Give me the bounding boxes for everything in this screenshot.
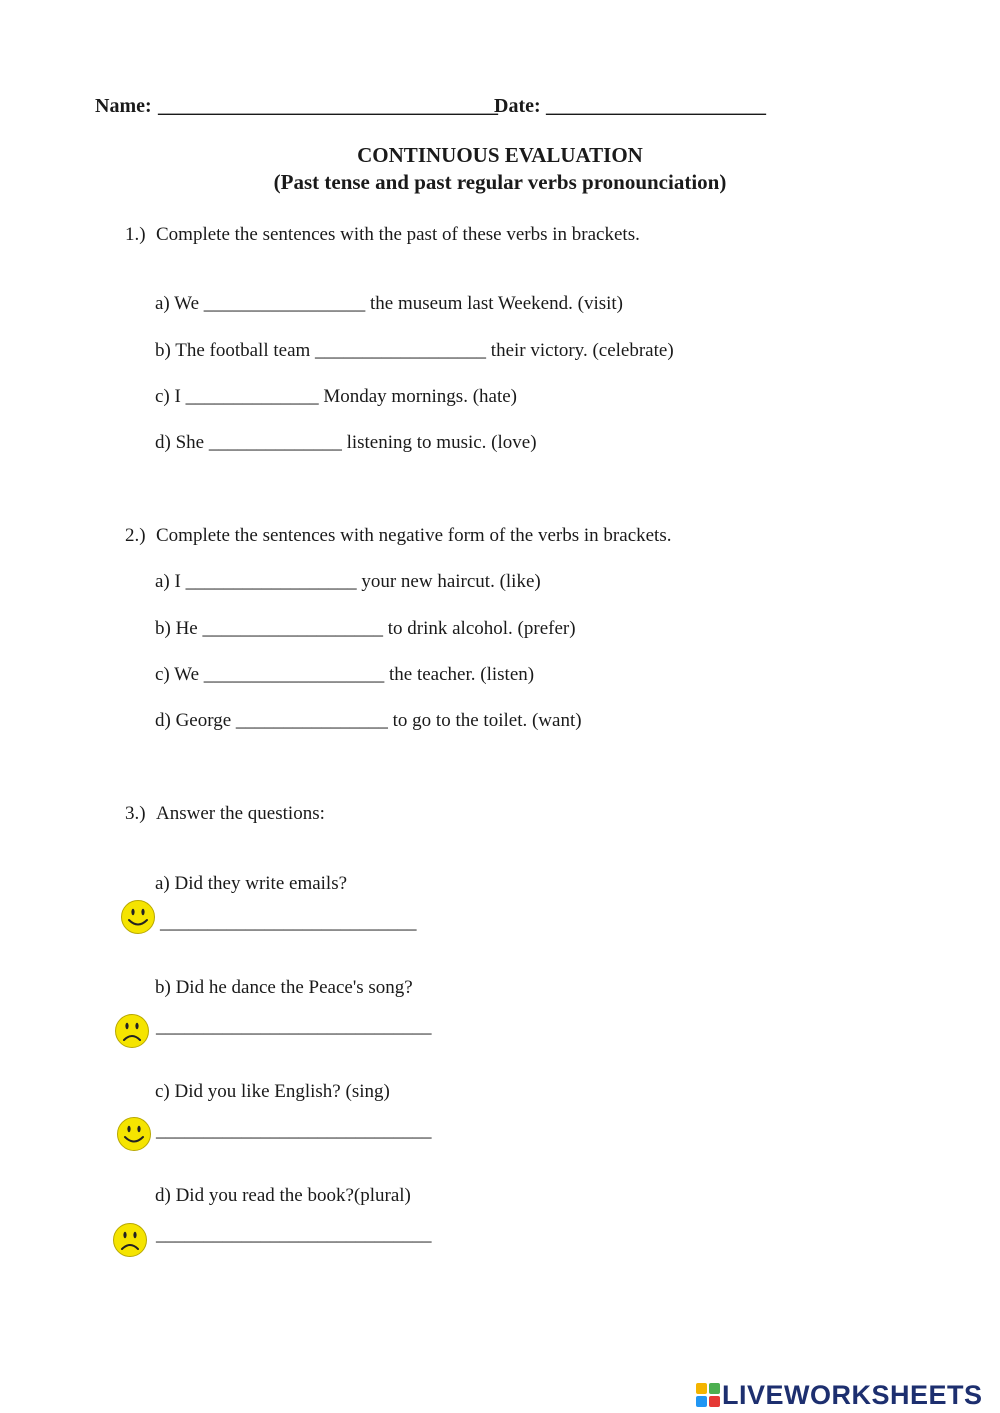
section2-item-a[interactable]: a) I __________________ your new haircut. (like): [155, 571, 541, 592]
liveworksheets-logo[interactable]: [696, 1378, 983, 1412]
name-label: Name:: [95, 95, 152, 117]
date-line[interactable]: ______________________: [546, 95, 766, 117]
sad-face-icon: [114, 1013, 150, 1049]
question-a: a) Did they write emails?: [155, 873, 348, 894]
section2-item-d[interactable]: d) George ________________ to go to the toilet. (want): [155, 710, 582, 731]
page-title: CONTINUOUS EVALUATION: [357, 143, 643, 167]
section2-item-b[interactable]: b) He ___________________ to drink alcohol. (prefer): [155, 618, 576, 639]
liveworksheets-logo-text: LIVEWORKSHEETS: [722, 1379, 983, 1410]
sad-face-icon: [112, 1222, 148, 1258]
answer-line-c[interactable]: _____________________________: [156, 1120, 432, 1141]
answer-line-a[interactable]: ___________________________: [160, 912, 417, 933]
question-d: d) Did you read the book?(plural): [155, 1185, 411, 1206]
section3-number: 3.): [125, 803, 146, 824]
happy-face-icon: [120, 899, 156, 935]
section1-item-c[interactable]: c) I ______________ Monday mornings. (hate): [155, 386, 517, 407]
section3-instruction: Answer the questions:: [156, 803, 325, 824]
happy-face-icon: [116, 1116, 152, 1152]
section1-instruction: Complete the sentences with the past of these verbs in brackets.: [156, 224, 640, 245]
section2-number: 2.): [125, 525, 146, 546]
section1-number: 1.): [125, 224, 146, 245]
page-subtitle: (Past tense and past regular verbs pronounciation): [273, 170, 727, 194]
section2-item-c[interactable]: c) We ___________________ the teacher. (listen): [155, 664, 535, 685]
question-b: b) Did he dance the Peace's song?: [155, 977, 413, 998]
liveworksheets-logo-icon: [696, 1383, 720, 1407]
answer-line-b[interactable]: _____________________________: [156, 1016, 432, 1037]
section2-instruction: Complete the sentences with negative form of the verbs in brackets.: [156, 525, 672, 546]
date-label: Date:: [494, 95, 541, 117]
section1-item-b[interactable]: b) The football team __________________ their victory. (celebrate): [155, 340, 674, 361]
question-c: c) Did you like English? (sing): [155, 1081, 390, 1102]
section1-item-a[interactable]: a) We _________________ the museum last Weekend. (visit): [155, 293, 623, 314]
name-line[interactable]: __________________________________: [158, 95, 498, 117]
answer-line-d[interactable]: _____________________________: [156, 1224, 432, 1245]
section1-item-d[interactable]: d) She ______________ listening to music. (love): [155, 432, 537, 453]
